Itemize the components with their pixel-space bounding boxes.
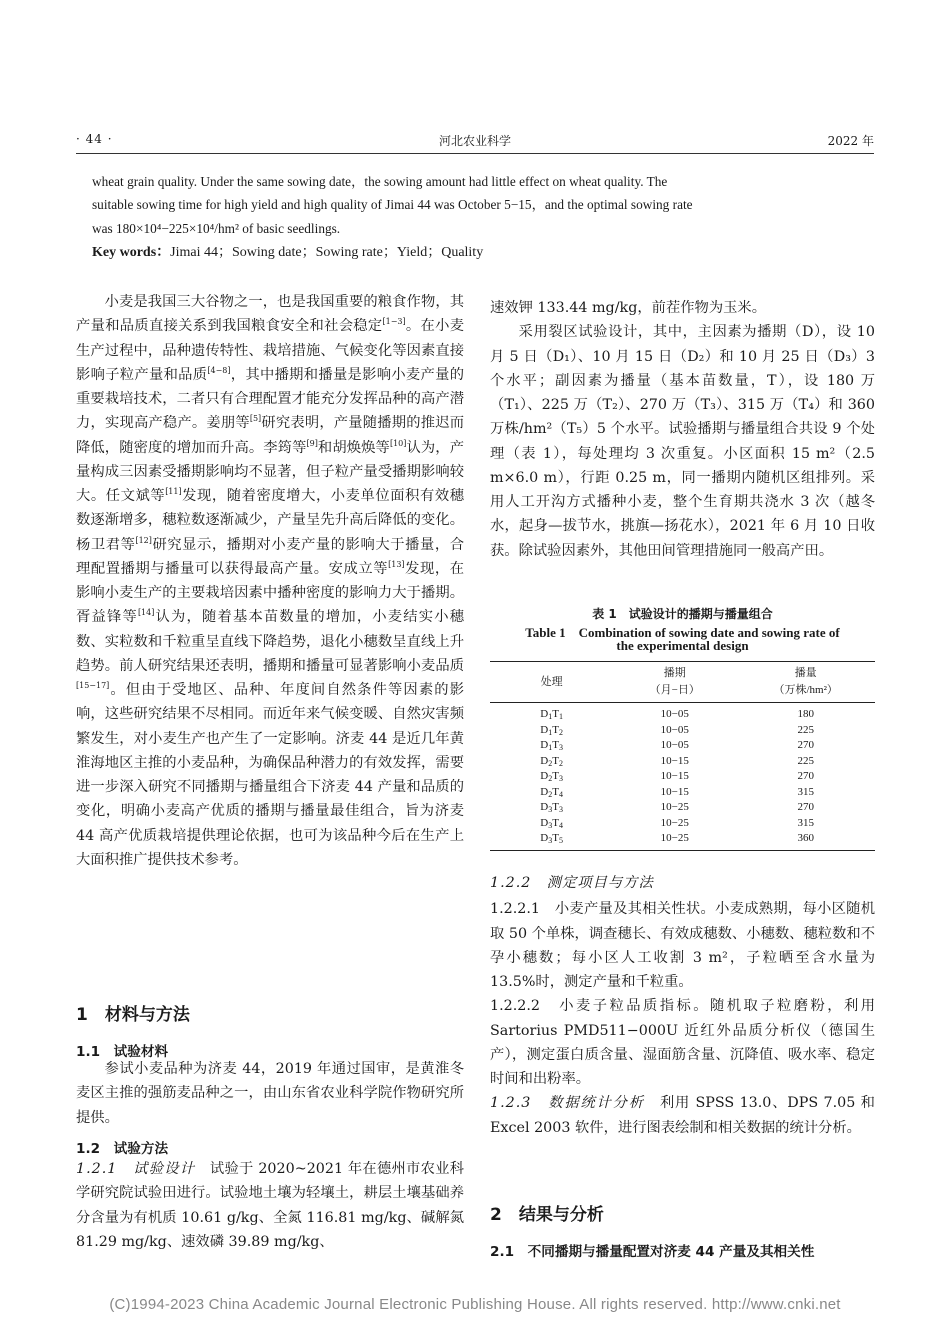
cell-rate: 270	[797, 770, 814, 782]
right-column-top: 速效钾 133.44 mg/kg，前茬作物为玉米。 采用裂区试验设计，其中，主因素为播期（D），设 10 月 5 日（D₁）、10 月 15 日（D₂）和 10 月 25 日（D₃）3 个水平；副因素为播量（基本苗数量，T），设 180 万（T₁）、225 万（T₂）、270 万（T₃）、315 万（T₄）和 360 万株/hm²（T₅）5 个水平。试验播期与播量组合共设 9 个处理（表 1），每处理均 3 次重复。小区面积 15 m²（2.5 m×6.0 m），行距 0.25 m，同一播期内随机区组排列。采用人工开沟方式播种小麦，整个生育期共浇水 3 次（越冬水，起身—拔节水，挑旗—扬花水），2021 年 6 月 10 日收获。除试验因素外，其他田间管理措施同一般高产田。	[490, 296, 875, 563]
cell-treatment: $D_3T_3$	[540, 801, 563, 814]
cell-date: 10−15	[660, 785, 689, 798]
col-header-rate: 播量 （万株/hm²）	[736, 662, 875, 703]
cell-date: 10−25	[660, 816, 689, 829]
table-row	[490, 723, 875, 739]
section-1-2-1-text: 1.2.1 试验设计 试验于 2020~2021 年在德州市农业科学研究院试验田进行。试验地土壤为轻壤土，耕层土壤基础养分含量为有机质 10.61 g/kg、全氮 116.81 mg/kg、碱解氮 81.29 mg/kg、速效磷 39.89 mg/kg、	[76, 1161, 464, 1250]
keywords	[92, 241, 860, 265]
cell-treatment: $D_3T_4$	[540, 816, 563, 830]
keywords-text: Jimai 44；Sowing date；Sowing rate；Yield；Quality	[170, 245, 484, 260]
col-header-date: 播期 （月−日）	[613, 662, 736, 703]
cell-date: 10−25	[613, 831, 736, 850]
cell-treatment: $D_3T_5$	[490, 831, 613, 850]
cell-date: 10−25	[660, 801, 689, 813]
table-row	[490, 703, 875, 723]
citation: [10]	[389, 438, 407, 448]
citation: [11]	[165, 487, 182, 496]
cell-rate: 180	[797, 708, 814, 720]
table-1-caption-en: Table 1 Combination of sowing date and sowing rate of	[525, 625, 840, 640]
subsection-label: 1.2.1 试验设计	[76, 1161, 196, 1177]
cell-rate: 225	[797, 754, 814, 767]
citation: [15−17]	[76, 681, 110, 690]
cell-treatment: $D_2T_2$	[540, 754, 563, 768]
journal-year: 2022 年	[827, 134, 874, 148]
copyright-footer: (C)1994-2023 China Academic Journal Electronic Publishing House. All rights reserved. http://www.cnki.net	[109, 1296, 841, 1313]
cell-treatment: $D_1T_3$	[540, 739, 563, 752]
citation: [5]	[249, 414, 262, 424]
cell-rate: 270	[797, 801, 814, 813]
cell-date: 10−15	[660, 770, 689, 782]
running-header	[76, 128, 874, 152]
citation: [1−3]	[382, 317, 406, 327]
cell-date: 10−05	[660, 739, 689, 751]
section-1-heading: 1 材料与方法	[76, 1005, 190, 1025]
cell-rate: 360	[736, 831, 875, 850]
abstract-line: was 180×10⁴−225×10⁴/hm² of basic seedlings.	[92, 220, 341, 236]
design-paragraph: 采用裂区试验设计，其中，主因素为播期（D），设 10 月 5 日（D₁）、10 月 15 日（D₂）和 10 月 25 日（D₃）3 个水平；副因素为播量（基本苗数量，T），设 180 万（T₁）、225 万（T₂）、270 万（T₃）、315 万（T₄）和 360 万株/hm²（T₅）5 个水平。试验播期与播量组合共设 9 个处理（表 1），每处理均 3 次重复。小区面积 15 m²（2.5 m×6.0 m），行距 0.25 m，同一播期内随机区组排列。采用人工开沟方式播种小麦，整个生育期共浇水 3 次（越冬水，起身—拔节水，挑旗—扬花水），2021 年 6 月 10 日收获。除试验因素外，其他田间管理措施同一般高产田。	[490, 324, 875, 559]
cell-rate: 225	[797, 723, 814, 736]
abstract-line: wheat grain quality. Under the same sowing date，the sowing amount had little effect on wheat quality. The	[92, 174, 668, 189]
section-2-1-heading: 2.1 不同播期与播量配置对济麦 44 产量及其相关性	[490, 1244, 815, 1260]
abstract-tail	[92, 170, 860, 240]
cell-date: 10−15	[660, 754, 689, 767]
table-row	[490, 785, 875, 801]
cell-treatment: $D_2T_3$	[540, 770, 563, 783]
table-row	[490, 769, 875, 785]
table-row	[490, 800, 875, 816]
col-header-treatment: 处理	[490, 662, 613, 703]
citation: [13]	[388, 559, 405, 569]
cell-rate: 315	[797, 816, 814, 829]
table-row	[490, 831, 875, 850]
table-1-caption-cn: 表 1 试验设计的播期与播量组合	[592, 607, 773, 621]
cell-treatment: $D_1T_2$	[540, 723, 563, 737]
subsection-label: 1.2.2.2 小麦子粒品质指标。	[490, 998, 710, 1015]
table-row	[490, 738, 875, 754]
section-1-2-2-heading: 1.2.2 测定项目与方法	[490, 875, 654, 891]
abstract-line: suitable sowing time for high yield and high quality of Jimai 44 was October 5−15，and the optimal sowing rate	[92, 197, 693, 213]
journal-name: 河北农业科学	[438, 134, 511, 148]
keywords-label: Key words：	[92, 245, 171, 260]
subsection-label: 1.2.3 数据统计分析	[490, 1095, 645, 1112]
citation: [12]	[135, 535, 152, 545]
citation: [4−8]	[207, 365, 231, 375]
header-rule	[76, 153, 874, 154]
subsection-label: 1.2.2.1 小麦产量及其相关性状。	[490, 901, 716, 918]
section-1-1-heading: 1.1 试验材料	[76, 1044, 169, 1060]
page-number: · 44 ·	[76, 132, 113, 146]
table-row	[490, 754, 875, 770]
cell-date: 10−05	[660, 723, 689, 736]
section-2-heading: 2 结果与分析	[490, 1205, 604, 1225]
cell-treatment: $D_1T_1$	[540, 708, 563, 721]
table-1	[490, 661, 875, 851]
cell-rate: 270	[797, 739, 814, 751]
section-1-1-text: 参试小麦品种为济麦 44，2019 年通过国审，是黄淮冬麦区主推的强筋麦品种之一，由山东省农业科学院作物研究所提供。	[76, 1061, 464, 1126]
table-row	[490, 816, 875, 832]
citation: [9]	[306, 438, 318, 448]
citation: [14]	[137, 608, 155, 618]
cell-rate: 315	[797, 785, 814, 798]
section-1-2-2: 1.2.2 测定项目与方法 1.2.2.1 小麦产量及其相关性状。小麦成熟期，每小区随机取 50 个单株，调查穗长、有效成穗数、小穗数、穗粒数和不孕小穗数；每小区人工收割 3 m²，子粒晒至含水量为 13.5%时，测定产量和千粒重。 1.2.2.2 小麦子粒品质指标。随机取子粒磨粉，利用 Sartorius PMD511−000U 近红外品质分析仪（德国生产），测定蛋白质含量、湿面筋含量、沉降值、吸水率、稳定时间和出粉率。 1.2.3 数据统计分析 利用 SPSS 13.0、DPS 7.05 和 Excel 2003 软件，进行图表绘制和相关数据的统计分析。	[490, 871, 875, 1140]
cell-treatment: $D_2T_4$	[540, 785, 563, 799]
cell-date: 10−05	[660, 708, 689, 720]
section-1-2-heading: 1.2 试验方法	[76, 1141, 169, 1157]
table-1-caption-en-2: the experimental design	[616, 638, 749, 653]
intro-paragraph: 小麦是我国三大谷物之一，也是我国重要的粮食作物，其产量和品质直接关系到我国粮食安全和社会稳定[1−3]。在小麦生产过程中，品种遗传特性、栽培措施、气候变化等因素直接影响子粒产量和品质[4−8]，其中播期和播量是影响小麦产量的重要栽培技术，二者只有合理配置才能充分发挥品种的高产潜力，实现高产稳产。姜朋等[5]研究表明，产量随播期的推迟而降低，随密度的增加而升高。李筠等[9]和胡焕焕等[10]认为，产量构成三因素受播期影响均不显著，但子粒产量受播期影响较大。任文斌等[11]发现，随着密度增大，小麦单位面积有效穗数逐渐增多，穗粒数逐渐减少，产量呈先升高后降低的变化。杨卫君等[12]研究显示，播期对小麦产量的影响大于播量，合理配置播期与播量可以获得最高产量。安成立等[13]发现，在影响小麦生产的主要栽培因素中播种密度的影响力大于播期。胥益锋等[14]认为，随着基本苗数量的增加，小麦结实小穗数、实粒数和千粒重呈直线下降趋势，退化小穗数呈直线上升趋势。前人研究结果还表明，播期和播量可显著影响小麦品质[15−17]。但由于受地区、品种、年度间自然条件等因素的影响，这些研究结果不尽相同。而近年来气候变暖、自然灾害频繁发生，对小麦生产也产生了一定影响。济麦 44 是近几年黄淮海地区主推的小麦品种，为确保品种潜力的有效发挥，需要进一步深入研究不同播期与播量组合下济麦 44 产量和品质的变化，明确小麦高产优质的播期与播量最佳组合，旨为济麦 44 高产优质栽培提供理论依据，也可为该品种今后在生产上大面积推广提供技术参考。	[76, 294, 465, 868]
